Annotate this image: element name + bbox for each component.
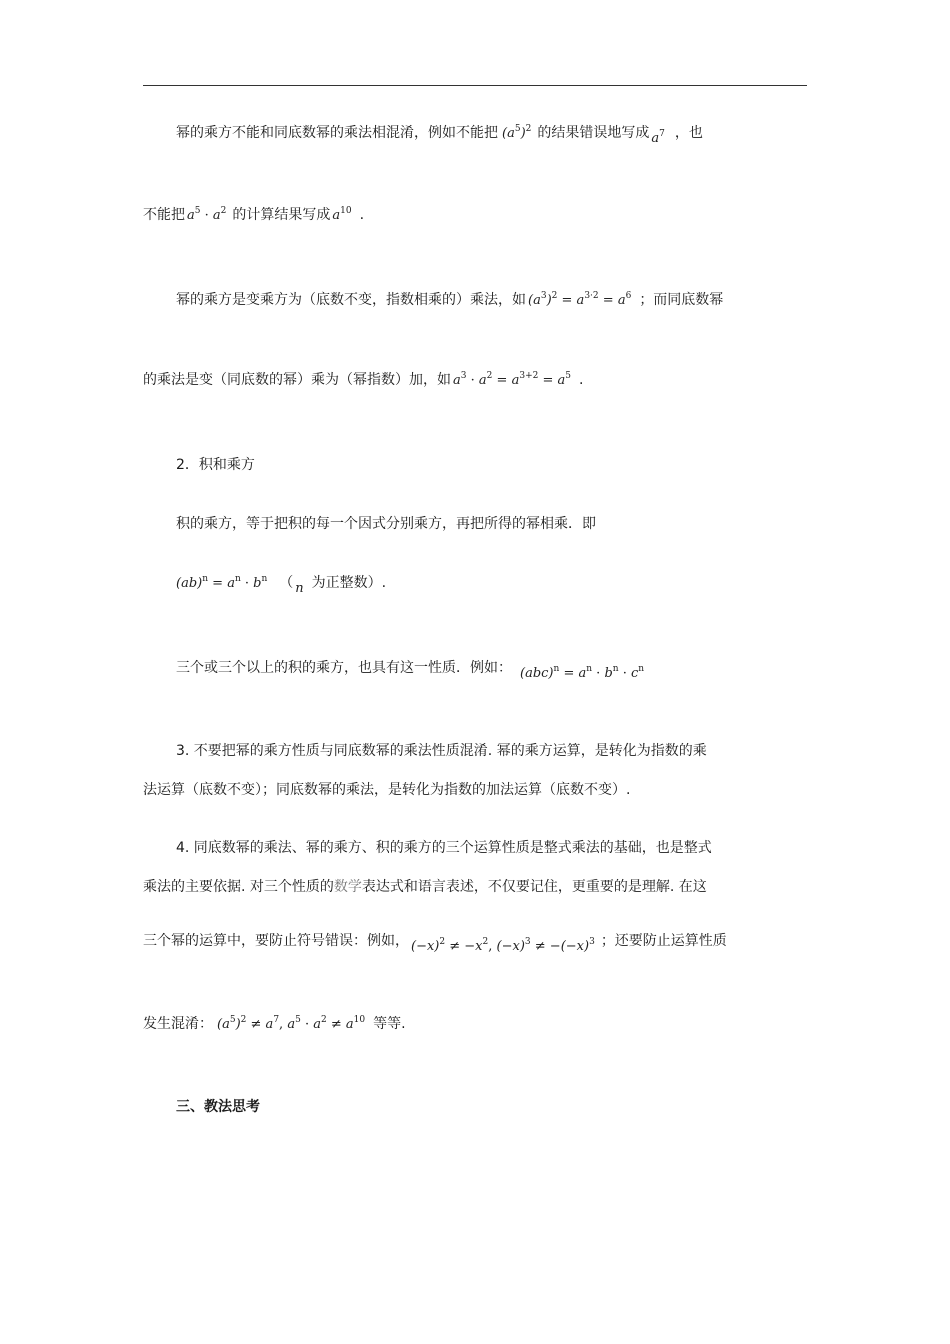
- paragraph-2-cont-text-b: .: [579, 372, 584, 388]
- paragraph-1-text-c: ，也: [674, 125, 703, 141]
- formula-confusion-examples: $(a^5)^2 \ne a^7$, $a^5 \cdot a^2 \ne a^{10}$: [217, 1015, 366, 1032]
- paragraph-4-line-2-text-b: 表达式和语言表述，不仅要记住，更重要的是理解. 在这: [361, 879, 707, 895]
- section-3-heading: 三、教法思考: [176, 1099, 260, 1115]
- header-rule: [143, 85, 807, 86]
- paragraph-2-text-b: ；而同底数幂: [639, 292, 724, 308]
- paragraph-4-line-3-text-a: 三个幂的运算中，要防止符号错误：例如，: [143, 933, 409, 949]
- paragraph-4-line-4-text-b: 等等.: [373, 1016, 406, 1032]
- paragraph-1-text-a: 幂的乘方不能和同底数幂的乘法相混淆，例如不能把: [176, 125, 498, 141]
- paragraph-2-line-1: [176, 290, 723, 311]
- paragraph-1-cont-text-c: .: [359, 207, 365, 223]
- math-link[interactable]: 数学: [333, 879, 362, 895]
- formula-a5-squared: $(a^5)^2$: [502, 124, 532, 141]
- section-2-example-line: [176, 658, 644, 679]
- paragraph-4-line-3: [143, 931, 727, 952]
- section-2-formula-line: [176, 573, 386, 594]
- paragraph-4-line-3-text-b: ；还要防止运算性质: [600, 933, 727, 949]
- paragraph-4-line-4: [143, 1014, 406, 1035]
- formula-sign-errors: $(-x)^2 \ne -x^2$, $(-x)^3 \ne -(-x)^3$: [411, 937, 595, 954]
- formula-power-of-power-example: $(a^3)^2 = a^{3\cdot 2} = a^6$: [528, 291, 632, 308]
- formula-a5-times-a2: $a^5 \cdot a^2$: [187, 206, 227, 223]
- formula-a7: $a^7$: [651, 129, 665, 146]
- paragraph-3-line-1: 3. 不要把幂的乘方性质与同底数幂的乘法性质混淆. 幂的乘方运算，是转化为指数的乘: [176, 743, 707, 759]
- formula-same-base-example: $a^3 \cdot a^2 = a^{3+2} = a^5$: [453, 371, 572, 388]
- formula-product-power: $(ab)^n = a^n \cdot b^n$: [176, 574, 268, 591]
- formula-open-paren: （: [279, 575, 294, 591]
- paragraph-4-line-4-text-a: 发生混淆：: [143, 1016, 213, 1032]
- formula-condition: 为正整数）.: [311, 575, 387, 591]
- paragraph-2-text-a: 幂的乘方是变乘方为（底数不变，指数相乘的）乘法，如: [176, 292, 526, 308]
- paragraph-4-line-1: 4. 同底数幂的乘法、幂的乘方、积的乘方的三个运算性质是整式乘法的基础，也是整式: [176, 840, 712, 856]
- paragraph-1-line-2: [143, 205, 364, 226]
- formula-n: n: [295, 581, 304, 596]
- section-2-definition: 积的乘方，等于把积的每一个因式分别乘方，再把所得的幂相乘．即: [176, 516, 596, 532]
- formula-a10: $a^{10}$: [332, 206, 352, 223]
- formula-abc-power: $(abc)^n = a^n \cdot b^n \cdot c^n$: [520, 664, 645, 681]
- paragraph-4-line-2: [143, 877, 707, 897]
- section-2-example-text: 三个或三个以上的积的乘方，也具有这一性质．例如：: [176, 660, 512, 676]
- paragraph-3-line-2: 法运算（底数不变）；同底数幂的乘法，是转化为指数的加法运算（底数不变）.: [143, 782, 631, 798]
- paragraph-1-line-1: [176, 123, 703, 144]
- paragraph-1-cont-text-b: 的计算结果写成: [232, 207, 331, 223]
- paragraph-2-line-2: [143, 370, 583, 391]
- paragraph-2-cont-text-a: 的乘法是变（同底数的幂）乘为（幂指数）加，如: [143, 372, 451, 388]
- paragraph-1-text-b: 的结果错误地写成: [537, 125, 650, 141]
- paragraph-4-line-2-text-a: 乘法的主要依据. 对三个性质的: [143, 879, 334, 895]
- paragraph-1-cont-text-a: 不能把: [143, 207, 185, 223]
- section-2-heading: 2．积和乘方: [176, 457, 255, 473]
